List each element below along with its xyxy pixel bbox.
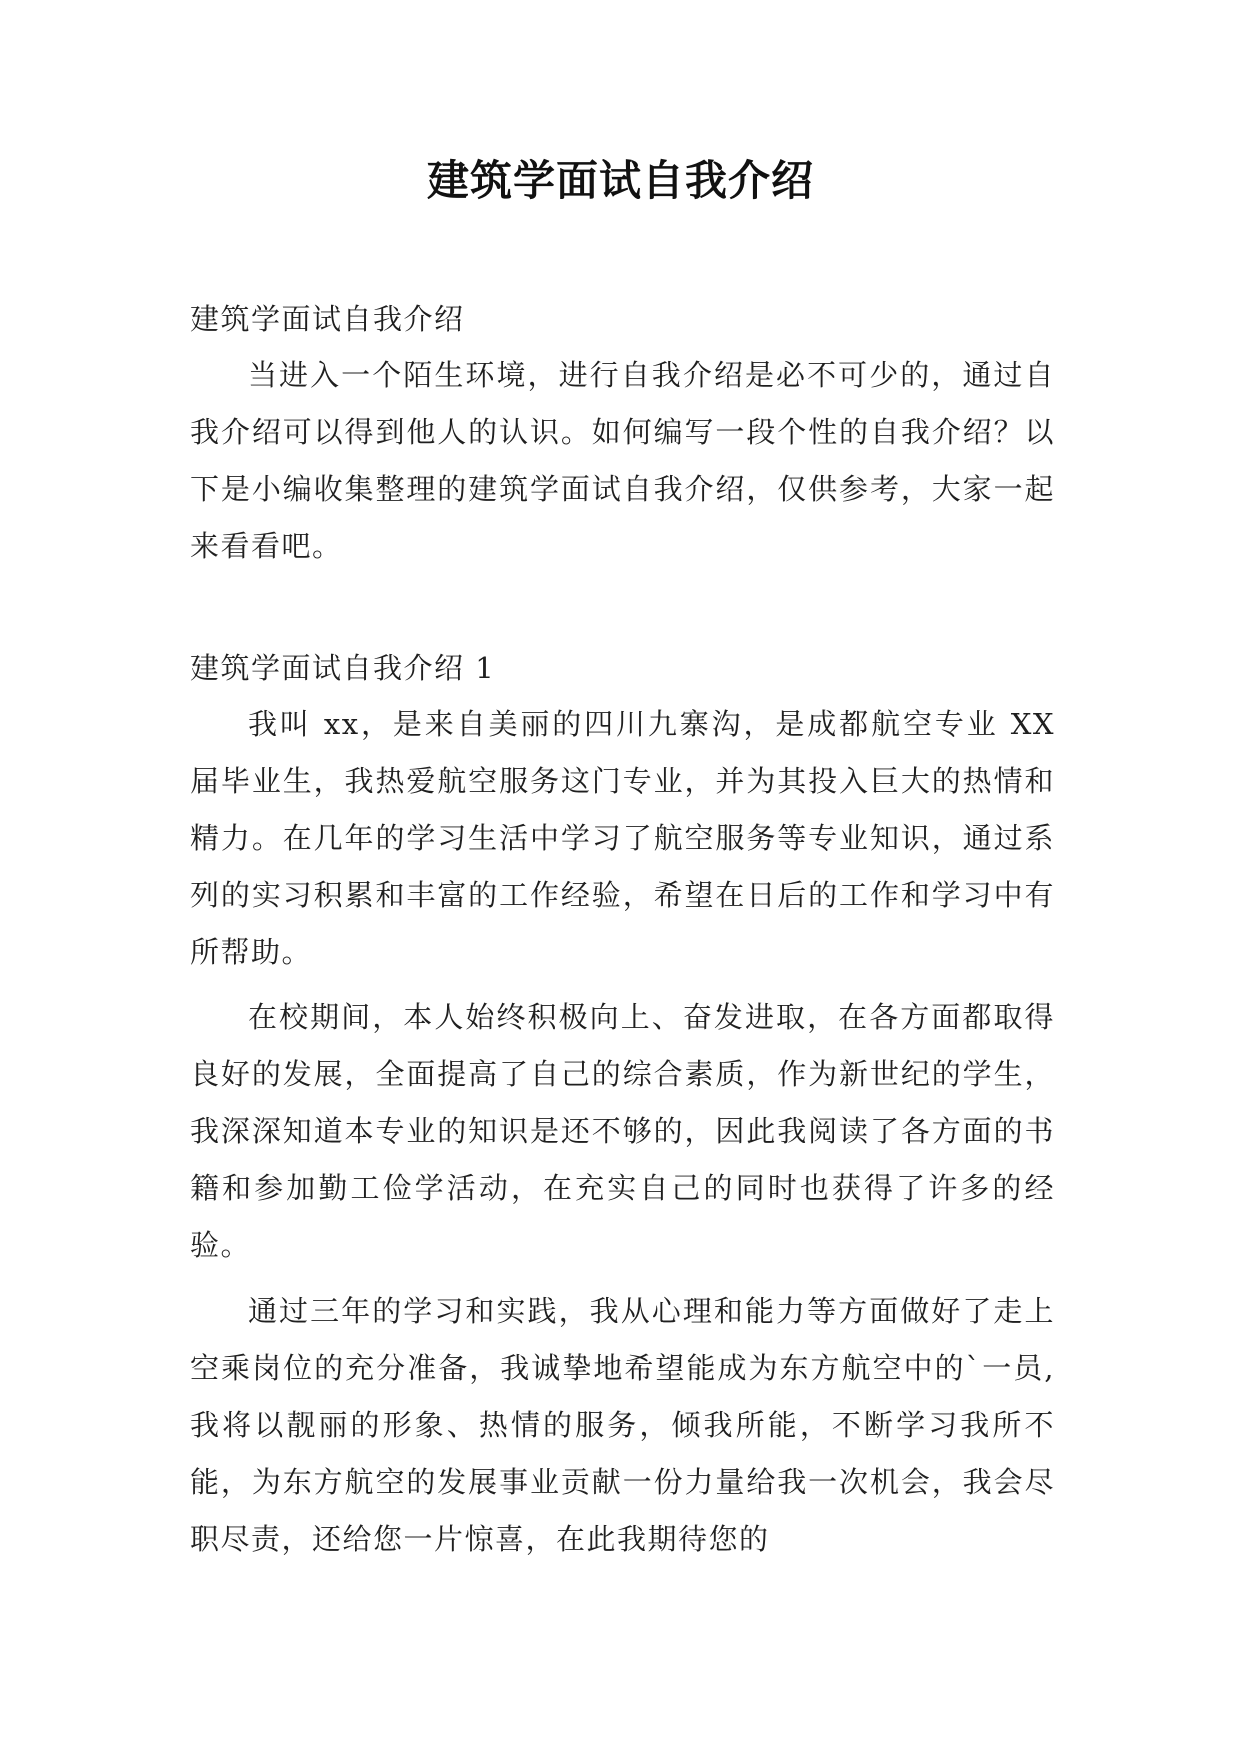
document-subtitle: 建筑学面试自我介绍 [190,302,465,336]
section-heading-1: 建筑学面试自我介绍 1 [190,651,496,685]
body-paragraph-2: 在校期间，本人始终积极向上、奋发进取，在各方面都取得良好的发展，全面提高了自己的综合素质，作为新世纪的学生，我深深知道本专业的知识是还不够的，因此我阅读了各方面的书籍和参加勤工俭学活动，在充实自己的同时也获得了许多的经验。 [190,1000,1055,1262]
intro-paragraph: 当进入一个陌生环境，进行自我介绍是必不可少的，通过自我介绍可以得到他人的认识。如何编写一段个性的自我介绍？以下是小编收集整理的建筑学面试自我介绍，仅供参考，大家一起来看看吧。 [190,358,1055,563]
document-title: 建筑学面试自我介绍 [426,156,814,205]
body-paragraph-3: 通过三年的学习和实践，我从心理和能力等方面做好了走上空乘岗位的充分准备，我诚挚地希望能成为东方航空中的`一员,我将以靓丽的形象、热情的服务，倾我所能，不断学习我所不能，为东方航空的发展事业贡献一份力量给我一次机会，我会尽职尽责，还给您一片惊喜，在此我期待您的 [190,1294,1055,1556]
body-paragraph-1: 我叫 xx，是来自美丽的四川九寨沟，是成都航空专业 XX 届毕业生，我热爱航空服务这门专业，并为其投入巨大的热情和精力。在几年的学习生活中学习了航空服务等专业知识，通过系列的实习积累和丰富的工作经验，希望在日后的工作和学习中有所帮助。 [190,707,1055,969]
